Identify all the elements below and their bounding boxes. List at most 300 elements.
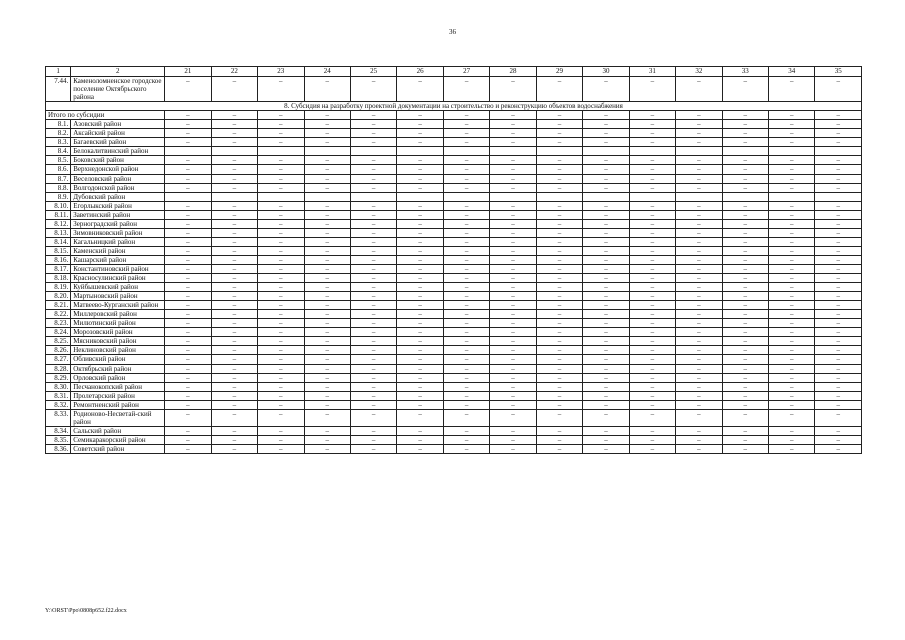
value-cell: – [397,274,443,283]
value-cell: – [490,310,536,319]
value-cell: – [536,373,582,382]
table-row [46,409,862,426]
value-cell: – [629,373,675,382]
value-cell: – [769,156,815,165]
row-name: Красносулинский район [71,274,165,283]
row-number: 8.29. [46,373,71,382]
value-cell: – [722,346,768,355]
value-cell [722,192,768,201]
value-cell: – [165,138,211,147]
value-cell: – [165,382,211,391]
value-cell: – [536,111,582,120]
value-cell: – [165,337,211,346]
table-row [46,364,862,373]
value-cell [350,192,396,201]
value-cell: – [676,246,722,255]
value-cell: – [676,183,722,192]
value-cell [629,147,675,156]
row-number: 8.13. [46,228,71,237]
value-cell [490,147,536,156]
value-cell: – [583,328,629,337]
value-cell: – [676,373,722,382]
table-row [46,183,862,192]
column-header-row [46,67,862,77]
value-cell: – [258,120,304,129]
value-cell: – [815,409,862,426]
value-cell: – [490,409,536,426]
column-header: 22 [211,67,257,77]
row-number: 8.3. [46,138,71,147]
column-header: 23 [258,67,304,77]
value-cell: – [815,274,862,283]
value-cell: – [722,264,768,273]
row-name: Белокалитвинский район [71,147,165,156]
value-cell: – [490,364,536,373]
value-cell: – [769,382,815,391]
value-cell: – [443,201,489,210]
value-cell: – [676,400,722,409]
value-cell: – [629,409,675,426]
value-cell: – [397,364,443,373]
value-cell: – [722,165,768,174]
value-cell: – [536,210,582,219]
row-number: 8.14. [46,237,71,246]
row-number: 8.32. [46,400,71,409]
row-number: 8.24. [46,328,71,337]
value-cell: – [583,409,629,426]
value-cell: – [769,283,815,292]
value-cell: – [350,319,396,328]
value-cell: – [536,292,582,301]
value-cell: – [211,319,257,328]
table-row [46,301,862,310]
column-header: 29 [536,67,582,77]
value-cell: – [443,129,489,138]
table-row [46,120,862,129]
value-cell: – [350,426,396,435]
value-cell: – [769,337,815,346]
value-cell: – [211,111,257,120]
value-cell: – [769,264,815,273]
value-cell: – [258,183,304,192]
value-cell: – [258,111,304,120]
value-cell: – [258,364,304,373]
row-name: Куйбышевский район [71,283,165,292]
table-row [46,292,862,301]
value-cell: – [583,264,629,273]
value-cell: – [583,156,629,165]
value-cell: – [769,319,815,328]
value-cell: – [165,210,211,219]
row-name: Кашарский район [71,255,165,264]
value-cell: – [536,337,582,346]
value-cell: – [304,201,350,210]
value-cell: – [629,174,675,183]
value-cell: – [490,210,536,219]
row-number: 8.26. [46,346,71,355]
value-cell: – [722,337,768,346]
value-cell: – [443,111,489,120]
value-cell: – [211,264,257,273]
row-number: 8.10. [46,201,71,210]
value-cell: – [304,111,350,120]
value-cell: – [815,283,862,292]
row-number: 8.23. [46,319,71,328]
value-cell: – [165,165,211,174]
row-number: 8.11. [46,210,71,219]
value-cell: – [536,355,582,364]
value-cell: – [350,138,396,147]
value-cell: – [443,246,489,255]
value-cell: – [815,373,862,382]
value-cell: – [211,283,257,292]
value-cell: – [490,111,536,120]
table-row [46,400,862,409]
value-cell: – [629,219,675,228]
value-cell: – [211,355,257,364]
table-row [46,77,862,102]
value-cell: – [769,301,815,310]
value-cell: – [722,355,768,364]
column-header: 25 [350,67,396,77]
row-name: Егорлыкский район [71,201,165,210]
value-cell: – [676,310,722,319]
value-cell: – [722,301,768,310]
value-cell: – [443,165,489,174]
value-cell: – [769,77,815,102]
value-cell: – [722,228,768,237]
value-cell: – [769,165,815,174]
table-row [46,147,862,156]
value-cell: – [304,310,350,319]
page-number: 36 [449,28,456,36]
value-cell: – [490,382,536,391]
value-cell: – [536,274,582,283]
row-number: 8.16. [46,255,71,264]
table-row [46,373,862,382]
value-cell: – [815,183,862,192]
value-cell: – [490,77,536,102]
value-cell: – [676,426,722,435]
value-cell: – [583,183,629,192]
value-cell: – [583,174,629,183]
value-cell: – [350,274,396,283]
table-body [46,77,862,454]
value-cell: – [211,346,257,355]
value-cell: – [165,283,211,292]
value-cell: – [722,444,768,453]
value-cell: – [583,400,629,409]
value-cell: – [397,201,443,210]
value-cell [211,192,257,201]
value-cell: – [815,444,862,453]
row-name: Сальский район [71,426,165,435]
row-name: Советский район [71,444,165,453]
value-cell: – [676,382,722,391]
value-cell: – [490,319,536,328]
value-cell: – [583,292,629,301]
value-cell: – [165,444,211,453]
value-cell: – [536,391,582,400]
value-cell: – [211,400,257,409]
value-cell: – [304,120,350,129]
value-cell: – [165,183,211,192]
value-cell: – [769,120,815,129]
value-cell: – [722,364,768,373]
value-cell: – [629,264,675,273]
value-cell: – [443,435,489,444]
table-row [46,283,862,292]
value-cell: – [676,201,722,210]
value-cell: – [350,301,396,310]
table-row [46,382,862,391]
value-cell: – [258,373,304,382]
row-name: Аксайский район [71,129,165,138]
value-cell: – [676,138,722,147]
value-cell: – [629,292,675,301]
value-cell: – [350,201,396,210]
value-cell: – [583,435,629,444]
value-cell: – [350,120,396,129]
value-cell: – [304,274,350,283]
row-name: Родионово-Несветай-ский район [71,409,165,426]
value-cell [304,192,350,201]
row-number: 8.1. [46,120,71,129]
value-cell: – [165,346,211,355]
table-row [46,219,862,228]
value-cell: – [211,444,257,453]
value-cell: – [397,165,443,174]
value-cell: – [676,328,722,337]
value-cell: – [350,246,396,255]
value-cell: – [304,219,350,228]
subsidy-table [45,66,862,454]
value-cell: – [397,400,443,409]
value-cell: – [676,228,722,237]
value-cell: – [722,409,768,426]
value-cell: – [676,237,722,246]
column-header: 2 [71,67,165,77]
value-cell: – [769,111,815,120]
value-cell: – [769,435,815,444]
value-cell: – [629,400,675,409]
value-cell: – [304,364,350,373]
value-cell: – [350,337,396,346]
row-name: Морозовский район [71,328,165,337]
value-cell: – [629,310,675,319]
value-cell: – [815,219,862,228]
value-cell: – [397,355,443,364]
table-row [46,111,862,120]
row-name: Зерноградский район [71,219,165,228]
value-cell: – [583,228,629,237]
value-cell: – [722,274,768,283]
value-cell: – [304,165,350,174]
value-cell: – [722,310,768,319]
value-cell: – [583,444,629,453]
value-cell: – [722,210,768,219]
row-name: Пролетарский район [71,391,165,400]
value-cell: – [629,364,675,373]
table-row [46,264,862,273]
value-cell: – [629,346,675,355]
value-cell: – [304,301,350,310]
value-cell: – [769,228,815,237]
table-row [46,210,862,219]
column-header: 31 [629,67,675,77]
value-cell: – [165,264,211,273]
value-cell: – [676,274,722,283]
value-cell: – [629,283,675,292]
value-cell: – [350,400,396,409]
row-number: 8.30. [46,382,71,391]
value-cell: – [676,292,722,301]
value-cell: – [629,274,675,283]
value-cell: – [676,444,722,453]
value-cell: – [443,337,489,346]
row-number: 8.35. [46,435,71,444]
value-cell: – [676,210,722,219]
row-name: Мясниковский район [71,337,165,346]
value-cell: – [722,120,768,129]
table-row [46,201,862,210]
value-cell: – [350,382,396,391]
value-cell: – [258,228,304,237]
value-cell: – [258,382,304,391]
value-cell: – [583,346,629,355]
value-cell: – [676,129,722,138]
value-cell: – [397,373,443,382]
value-cell: – [629,77,675,102]
value-cell: – [304,246,350,255]
value-cell: – [165,426,211,435]
value-cell: – [583,120,629,129]
value-cell: – [722,111,768,120]
value-cell: – [304,355,350,364]
column-header: 35 [815,67,862,77]
value-cell: – [397,301,443,310]
value-cell: – [165,111,211,120]
value-cell: – [815,228,862,237]
value-cell: – [258,328,304,337]
table-row [46,274,862,283]
value-cell: – [769,346,815,355]
value-cell: – [676,165,722,174]
row-name: Каменоломненское городское поселение Октябрьского района [71,77,165,102]
row-number: 8.28. [46,364,71,373]
value-cell: – [676,283,722,292]
table-row [46,246,862,255]
row-name: Ремонтненский район [71,400,165,409]
value-cell: – [211,391,257,400]
value-cell: – [769,219,815,228]
value-cell: – [583,138,629,147]
row-name: Октябрьский район [71,364,165,373]
value-cell: – [258,292,304,301]
value-cell: – [490,435,536,444]
value-cell: – [397,283,443,292]
row-number: 8.17. [46,264,71,273]
value-cell: – [211,120,257,129]
value-cell [350,147,396,156]
value-cell: – [815,165,862,174]
value-cell: – [583,382,629,391]
value-cell: – [722,129,768,138]
value-cell [815,147,862,156]
value-cell: – [536,426,582,435]
value-cell: – [815,426,862,435]
value-cell: – [629,156,675,165]
value-cell: – [350,283,396,292]
row-number: 8.25. [46,337,71,346]
value-cell: – [211,210,257,219]
value-cell: – [443,391,489,400]
value-cell: – [258,444,304,453]
row-name: Веселовский район [71,174,165,183]
value-cell: – [397,120,443,129]
column-header: 1 [46,67,71,77]
value-cell: – [536,120,582,129]
value-cell: – [443,210,489,219]
value-cell: – [536,310,582,319]
value-cell: – [443,409,489,426]
value-cell: – [443,310,489,319]
value-cell: – [165,400,211,409]
value-cell: – [722,77,768,102]
column-header: 27 [443,67,489,77]
value-cell: – [258,156,304,165]
value-cell: – [397,138,443,147]
value-cell: – [815,328,862,337]
value-cell: – [490,228,536,237]
value-cell: – [211,382,257,391]
table-row [46,129,862,138]
column-header: 21 [165,67,211,77]
value-cell [258,192,304,201]
value-cell: – [211,138,257,147]
value-cell: – [536,409,582,426]
value-cell: – [722,219,768,228]
value-cell [536,147,582,156]
total-label: Итого по субсидии [46,111,165,120]
value-cell: – [583,246,629,255]
value-cell: – [165,274,211,283]
value-cell: – [815,77,862,102]
value-cell [443,192,489,201]
value-cell: – [397,183,443,192]
value-cell: – [211,228,257,237]
row-name: Азовский район [71,120,165,129]
value-cell: – [676,409,722,426]
value-cell: – [536,219,582,228]
value-cell: – [536,77,582,102]
value-cell: – [350,156,396,165]
value-cell: – [350,364,396,373]
value-cell: – [304,373,350,382]
value-cell: – [490,400,536,409]
value-cell: – [722,255,768,264]
value-cell: – [165,391,211,400]
value-cell: – [397,210,443,219]
value-cell: – [536,301,582,310]
value-cell: – [165,255,211,264]
value-cell: – [490,355,536,364]
value-cell: – [769,400,815,409]
value-cell: – [722,373,768,382]
table-row [46,444,862,453]
row-number: 8.15. [46,246,71,255]
file-path-footer: Y:\ORST\Ppo\0808p652.f22.docx [45,608,127,614]
